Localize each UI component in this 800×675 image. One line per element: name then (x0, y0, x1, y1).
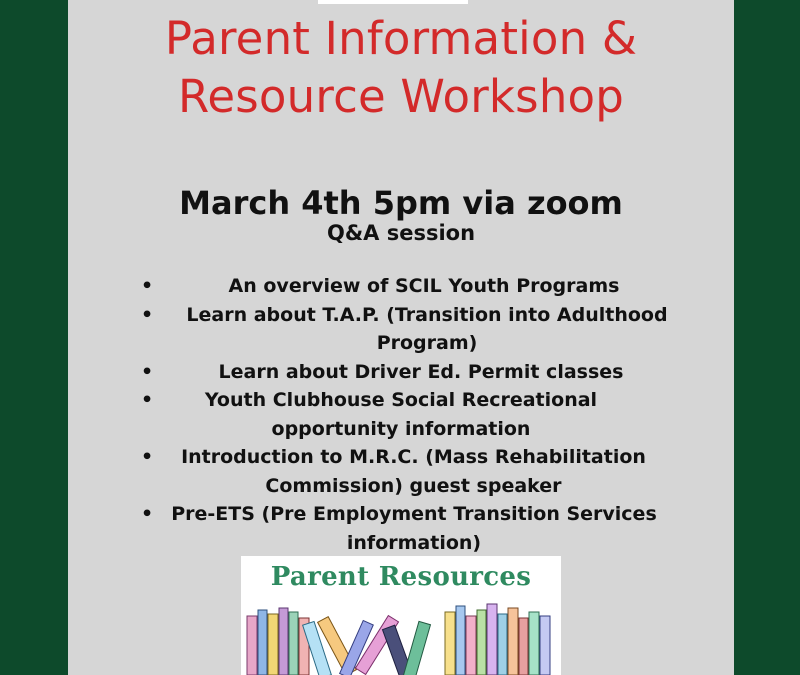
top-logo-fragment (318, 0, 468, 4)
agenda-item-text: Pre-ETS (Pre Employment Transition Services information) (171, 503, 657, 554)
agenda-item (68, 358, 734, 387)
agenda-item (68, 500, 734, 557)
agenda-item (68, 272, 734, 301)
parent-resources-label: Parent Resources (270, 562, 532, 592)
agenda-item (68, 443, 734, 500)
title-line-1: Parent Information & (164, 12, 638, 65)
flyer-title (68, 10, 734, 126)
agenda-item (68, 301, 734, 358)
bullet-dot-icon: • (141, 446, 154, 468)
event-date: March 4th 5pm via zoom (179, 184, 623, 222)
parent-resources-graphic (241, 556, 561, 675)
agenda-item-text: Learn about T.A.P. (Transition into Adulthood Program) (186, 303, 668, 354)
agenda-item (68, 386, 734, 443)
event-subtitle: Q&A session (326, 221, 476, 245)
agenda-item-text: Youth Clubhouse Social Recreational opportunity information (204, 389, 598, 440)
bullet-dot-icon: • (141, 360, 154, 383)
bullet-dot-icon: • (141, 503, 154, 525)
agenda-item-text: An overview of SCIL Youth Programs (228, 275, 620, 297)
agenda-list (68, 272, 734, 557)
bullet-dot-icon: • (141, 275, 154, 297)
bullet-dot-icon: • (141, 389, 154, 411)
flyer (68, 0, 734, 675)
agenda-item-text: Introduction to M.R.C. (Mass Rehabilitation Commission) guest speaker (181, 446, 646, 497)
agenda-item-text: Learn about Driver Ed. Permit classes (218, 360, 624, 383)
bullet-dot-icon: • (141, 303, 154, 326)
title-line-2: Resource Workshop (177, 70, 625, 123)
